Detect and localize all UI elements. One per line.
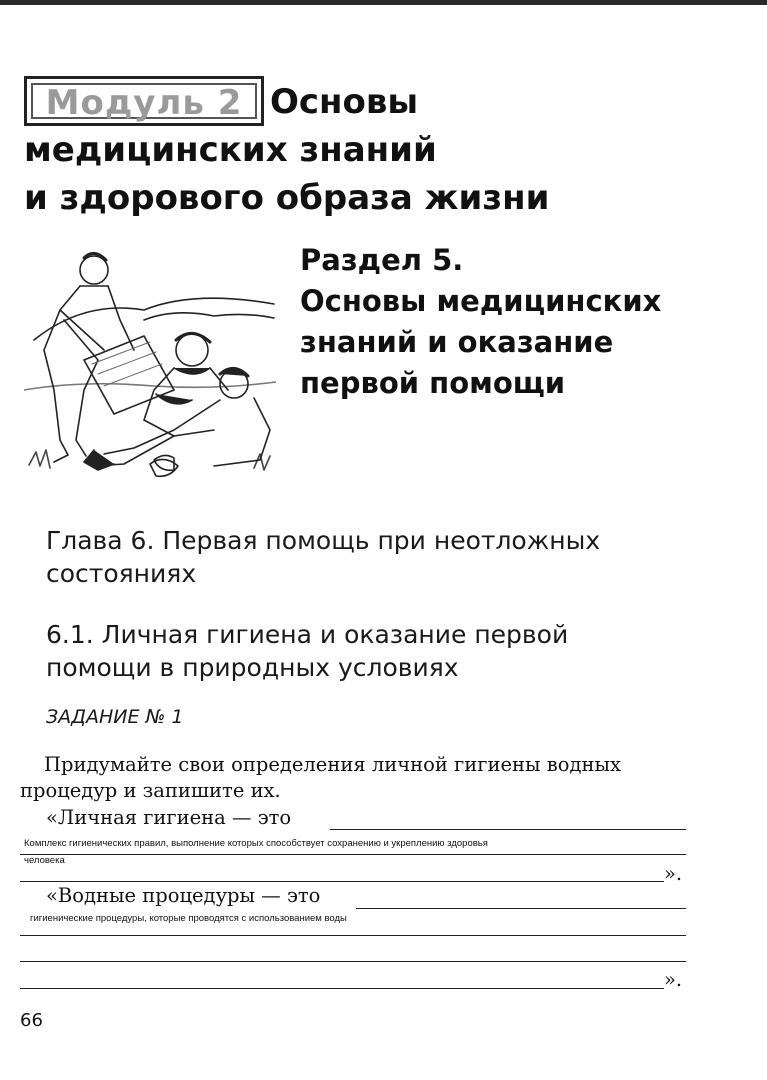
module-title [24, 78, 744, 222]
water-procedures-lead: «Водные процедуры — это [46, 884, 321, 907]
chapter-title-line-2: состояниях [46, 559, 197, 588]
hygiene-closing-quote: ». [664, 862, 683, 885]
answer-line [20, 961, 686, 962]
chapter-title [46, 524, 746, 590]
answer-line [20, 881, 664, 882]
task-instruction-line-2: процедур и запишите их. [20, 779, 281, 802]
section-title-line-4: первой помощи [300, 366, 566, 400]
subsection-title-line-2: помощи в природных условиях [46, 653, 459, 682]
subsection-title-line-1: 6.1. Личная гигиена и оказание первой [46, 620, 569, 649]
task-instruction-line-1: Придумайте свои определения личной гигиены водных [44, 753, 621, 776]
page-top-edge [0, 0, 767, 5]
water-procedures-answer-text: гигиенические процедуры, которые проводятся с использованием воды [30, 913, 347, 924]
hygiene-answer-text-2: человека [24, 855, 65, 866]
hygiene-answer-text-1: Комплекс гигиенических правил, выполнение которых способствует сохранению и укреплению здоровья [24, 838, 488, 849]
page-number: 66 [20, 1010, 43, 1031]
task-label: ЗАДАНИЕ № 1 [46, 706, 184, 728]
answer-line [20, 988, 664, 989]
section-title-line-1: Раздел 5. [300, 243, 464, 277]
task-instruction [20, 752, 690, 804]
section-title-line-3: знаний и оказание [300, 325, 614, 359]
module-title-line-3: и здорового образа жизни [24, 178, 550, 218]
answer-line [20, 935, 686, 936]
subsection-title [46, 618, 746, 684]
answer-line [20, 854, 686, 855]
section-title-line-2: Основы медицинских [300, 284, 662, 318]
answer-line [330, 829, 686, 830]
chapter-title-line-1: Глава 6. Первая помощь при неотложных [46, 526, 601, 555]
module-title-line-1: Основы [270, 82, 419, 122]
hygiene-definition-lead: «Личная гигиена — это [46, 806, 292, 829]
module-label: Модуль 2 [45, 83, 243, 123]
answer-line [356, 908, 686, 909]
section-title [300, 240, 720, 404]
water-procedures-closing-quote: ». [664, 968, 683, 991]
module-title-line-2: медицинских знаний [24, 130, 437, 170]
first-aid-scene-illustration [24, 240, 276, 486]
